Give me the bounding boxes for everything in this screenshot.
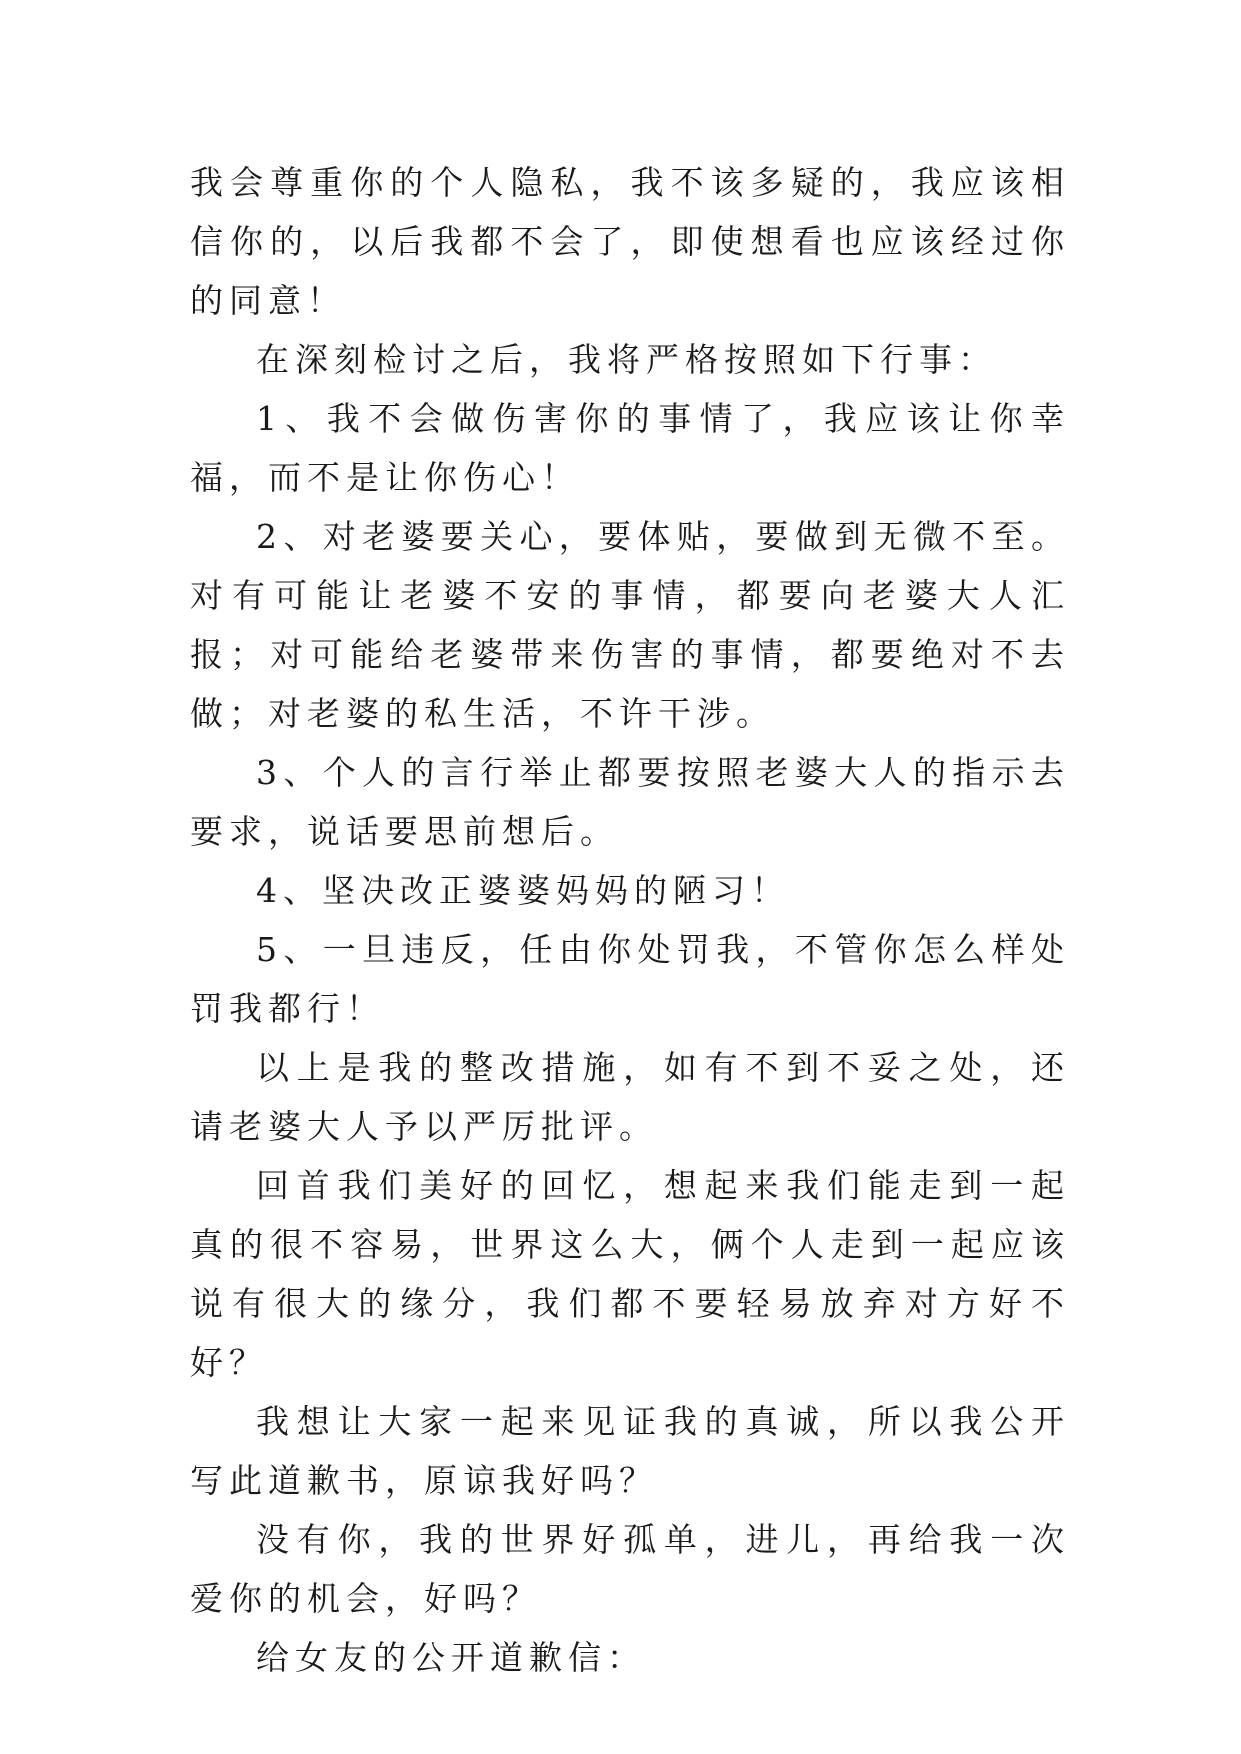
paragraph-summary: 以上是我的整改措施，如有不到不妥之处，还请老婆大人予以严厉批评。 (190, 1048, 1070, 1146)
paragraph-intro: 在深刻检讨之后，我将严格按照如下行事： (256, 340, 997, 379)
paragraph-plea: 没有你，我的世界好孤单，进儿，再给我一次爱你的机会，好吗？ (190, 1520, 1070, 1618)
document-body (190, 153, 1070, 1687)
paragraph-continuation: 我会尊重你的个人隐私，我不该多疑的，我应该相信你的，以后我都不会了，即使想看也应该经过你的同意！ (190, 163, 1070, 320)
paragraph-public-apology: 我想让大家一起来见证我的真诚，所以我公开写此道歉书，原谅我好吗？ (190, 1402, 1070, 1500)
paragraph-item-4: 4、坚决改正婆婆妈妈的陋习！ (256, 871, 790, 910)
paragraph-item-5: 5、一旦违反，任由你处罚我，不管你怎么样处罚我都行！ (190, 930, 1070, 1028)
section-heading: 给女友的公开道歉信： (256, 1638, 646, 1677)
paragraph-item-1: 1、我不会做伤害你的事情了，我应该让你幸福，而不是让你伤心！ (190, 399, 1070, 497)
paragraph-item-2: 2、对老婆要关心，要体贴，要做到无微不至。对有可能让老婆不安的事情，都要向老婆大人汇报；对可能给老婆带来伤害的事情，都要绝对不去做；对老婆的私生活，不许干涉。 (190, 517, 1070, 733)
paragraph-item-3: 3、个人的言行举止都要按照老婆大人的指示去要求，说话要思前想后。 (190, 753, 1070, 851)
paragraph-memories: 回首我们美好的回忆，想起来我们能走到一起真的很不容易，世界这么大，俩个人走到一起应该说有很大的缘分，我们都不要轻易放弃对方好不好？ (190, 1166, 1070, 1382)
